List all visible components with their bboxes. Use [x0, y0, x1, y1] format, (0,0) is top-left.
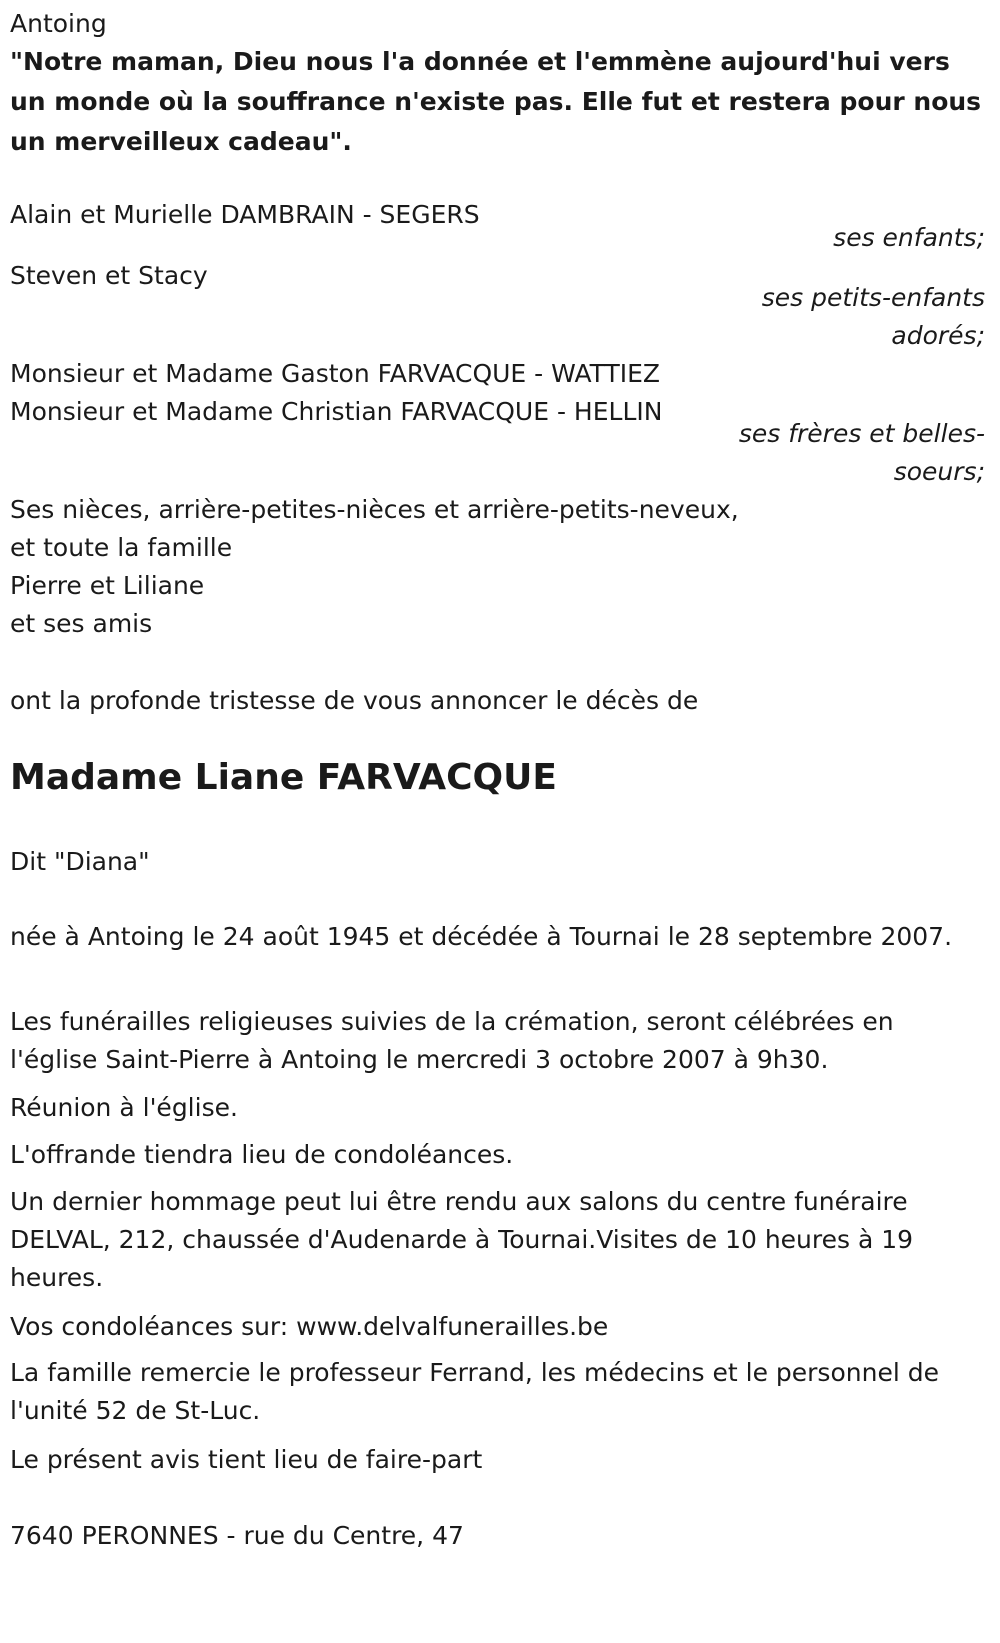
- notice-text: Le présent avis tient lieu de faire-part: [10, 1445, 483, 1474]
- relatives-line: et toute la famille: [10, 533, 233, 562]
- deceased-name: Madame Liane FARVACQUE: [10, 757, 557, 798]
- offering-note: L'offrande tiendra lieu de condoléances.: [10, 1140, 514, 1169]
- condolences-website[interactable]: Vos condoléances sur: www.delvalfunerailles.be: [10, 1312, 609, 1341]
- grandchildren-role-line-2: adorés;: [891, 321, 985, 350]
- tribute-details: Un dernier hommage peut lui être rendu aux salons du centre funéraire DELVAL, 212, chaussée d'Audenarde à Tournai.Visites de 10 heures à 19 heures.: [10, 1187, 914, 1292]
- sibling-1: Monsieur et Madame Gaston FARVACQUE - WATTIEZ: [10, 359, 661, 388]
- grandchildren-role-line-1: ses petits-enfants: [761, 283, 985, 312]
- meeting-note: Réunion à l'église.: [10, 1093, 238, 1122]
- town-header: Antoing: [10, 9, 107, 38]
- opening-quote: "Notre maman, Dieu nous l'a donnée et l'emmène aujourd'hui vers un monde où la souffrance n'existe pas. Elle fut et restera pour nous un merveilleux cadeau".: [10, 47, 982, 156]
- family-address: 7640 PERONNES - rue du Centre, 47: [10, 1521, 464, 1550]
- children-role: ses enfants;: [833, 223, 985, 252]
- children-names: Alain et Murielle DAMBRAIN - SEGERS: [10, 200, 480, 229]
- announcement-text: ont la profonde tristesse de vous annoncer le décès de: [10, 686, 699, 715]
- siblings-role-line-2: soeurs;: [893, 457, 985, 486]
- relatives-line: et ses amis: [10, 609, 153, 638]
- relatives-line: Ses nièces, arrière-petites-nièces et arrière-petits-neveux,: [10, 495, 739, 524]
- funeral-details: Les funérailles religieuses suivies de la crémation, seront célébrées en l'église Saint-Pierre à Antoing le mercredi 3 octobre 2007 à 9h30.: [10, 1007, 894, 1074]
- birth-death-dates: née à Antoing le 24 août 1945 et décédée à Tournai le 28 septembre 2007.: [10, 922, 953, 951]
- grandchildren-names: Steven et Stacy: [10, 261, 208, 290]
- relatives-line: Pierre et Liliane: [10, 571, 205, 600]
- thanks-note: La famille remercie le professeur Ferrand, les médecins et le personnel de l'unité 52 de St-Luc.: [10, 1358, 939, 1425]
- siblings-role-line-1: ses frères et belles-: [738, 419, 985, 448]
- sibling-2: Monsieur et Madame Christian FARVACQUE - HELLIN: [10, 397, 663, 426]
- deceased-nickname: Dit "Diana": [10, 847, 150, 876]
